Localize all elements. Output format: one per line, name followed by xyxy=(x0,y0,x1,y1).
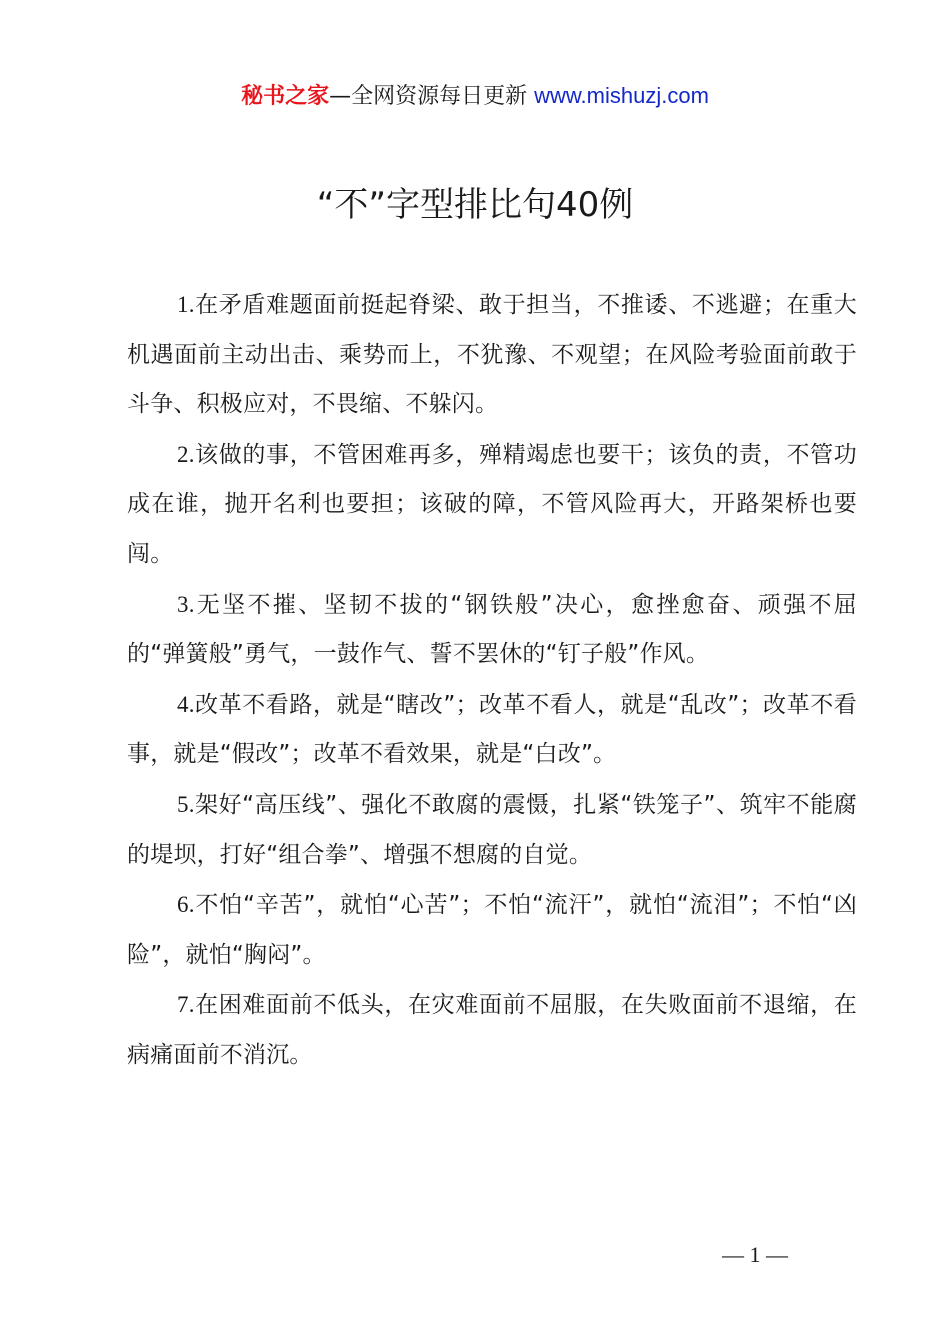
paragraph-number: 6. xyxy=(177,892,195,918)
paragraph-number: 7. xyxy=(177,992,195,1018)
paragraph-text: 在矛盾难题面前挺起脊梁、敢于担当，不推诿、不逃避；在重大机遇面前主动出击、乘势而上，不犹豫、不观望；在风险考验面前敢于斗争、积极应对，不畏缩、不躲闪。 xyxy=(127,292,857,418)
paragraph-3 xyxy=(127,580,857,680)
paragraph-text: 改革不看路，就是“瞎改”；改革不看人，就是“乱改”；改革不看事，就是“假改”；改革不看效果，就是“白改”。 xyxy=(127,691,857,768)
page-number: — 1 — xyxy=(722,1242,788,1267)
paragraph-number: 4. xyxy=(177,691,195,717)
paragraph-number: 3. xyxy=(177,591,195,617)
paragraph-7 xyxy=(127,980,857,1080)
paragraph-text: 架好“高压线”、强化不敢腐的震慑，扎紧“铁笼子”、筑牢不能腐的堤坝，打好“组合拳”、增强不想腐的自觉。 xyxy=(127,791,857,868)
paragraph-text: 在困难面前不低头，在灾难面前不屈服，在失败面前不退缩，在病痛面前不消沉。 xyxy=(127,992,857,1068)
paragraph-text: 无坚不摧、坚韧不拔的“钢铁般”决心，愈挫愈奋、顽强不屈的“弹簧般”勇气，一鼓作气、誓不罢休的“钉子般”作风。 xyxy=(127,591,857,668)
paragraph-4 xyxy=(127,680,857,780)
paragraph-2 xyxy=(127,430,857,580)
paragraph-text: 不怕“辛苦”，就怕“心苦”；不怕“流汗”，就怕“流泪”；不怕“凶险”，就怕“胸闷”。 xyxy=(127,892,857,968)
paragraph-1 xyxy=(127,280,857,430)
header-tagline: —全网资源每日更新 xyxy=(329,84,528,109)
page-title: “不”字型排比句40例 xyxy=(316,185,634,225)
paragraph-number: 1. xyxy=(177,292,195,317)
site-header xyxy=(0,80,950,113)
paragraph-number: 5. xyxy=(177,791,195,817)
site-url-link[interactable]: www.mishuzj.com xyxy=(534,83,709,108)
paragraph-number: 2. xyxy=(177,441,195,467)
document-body xyxy=(127,280,857,1081)
paragraph-text: 该做的事，不管困难再多，殚精竭虑也要干；该负的责，不管功成在谁，抛开名利也要担；该破的障，不管风险再大，开路架桥也要闯。 xyxy=(127,441,857,567)
paragraph-5 xyxy=(127,780,857,880)
brand-name: 秘书之家 xyxy=(241,84,330,109)
paragraph-6 xyxy=(127,880,857,980)
